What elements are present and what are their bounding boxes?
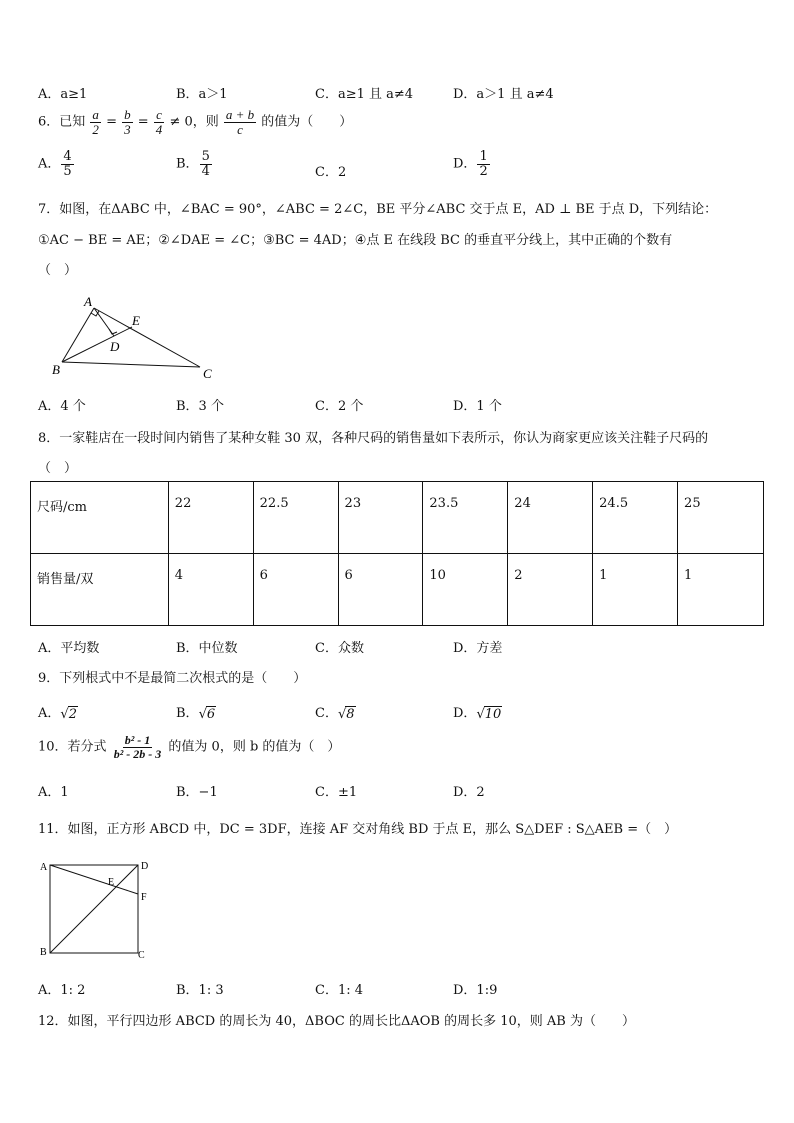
q10-option-c: C．±1 — [315, 785, 358, 800]
table-cell: 1 — [593, 554, 678, 626]
table-header-cell: 尺码/cm — [31, 482, 169, 554]
shoe-size-table — [30, 481, 764, 626]
q7-option-c: C．2 个 — [315, 399, 364, 414]
q6-option-c: C．2 — [315, 165, 347, 180]
q11-question: 11．如图，正方形 ABCD 中，DC = 3DF，连接 AF 交对角线 BD 于点 E，那么 S△DEF : S△AEB =（ ） — [38, 822, 678, 837]
table-row — [31, 554, 764, 626]
q7-stem-line1: 7．如图，在ΔABC 中，∠BAC = 90°，∠ABC = 2∠C，BE 平分∠ABC 交于点 E，AD ⊥ BE 于点 D，下列结论： — [38, 202, 718, 217]
table-cell: 6 — [253, 554, 338, 626]
table-cell: 4 — [168, 554, 253, 626]
right-angle-d — [109, 329, 117, 334]
q6-option-d: D． $\frac{1}{2}$ — [453, 149, 488, 179]
label-a: A — [40, 862, 48, 873]
q10-option-b: B．−1 — [176, 785, 218, 800]
q8-option-a: A．平均数 — [38, 641, 100, 656]
table-cell: 22 — [168, 482, 253, 554]
fraction-c-over-4: $\frac{c}{4}$ — [155, 107, 163, 137]
diagonal-bd — [50, 865, 138, 953]
q5-option-c: C．a≥1 且 a≠4 — [315, 87, 414, 102]
q8-option-d: D．方差 — [453, 641, 503, 656]
q10-option-a: A．1 — [38, 785, 69, 800]
sqrt-2: √2 — [60, 706, 77, 722]
label-e: E — [108, 877, 115, 888]
q8-stem-line1: 8．一家鞋店在一段时间内销售了某种女鞋 30 双，各种尺码的销售量如下表所示，你认为商家更应该关注鞋子尺码的 — [38, 431, 709, 446]
label-d: D — [110, 339, 120, 354]
label-c: C — [203, 366, 212, 381]
table-cell: 22.5 — [253, 482, 338, 554]
q11-square-figure — [38, 855, 158, 965]
q10-option-d: D．2 — [453, 785, 485, 800]
q9-option-b: B．√6 — [176, 706, 216, 722]
label-a: A — [84, 294, 92, 309]
label-f: F — [141, 892, 147, 903]
table-header-cell: 销售量/双 — [31, 554, 169, 626]
q8-option-b: B．中位数 — [176, 641, 238, 656]
q9-option-d: D．√10 — [453, 706, 502, 722]
fraction-a-over-2: $\frac{a}{2}$ — [92, 107, 99, 137]
sqrt-10: √10 — [476, 706, 502, 722]
q6-question: 6．已知 $\frac{a}{2}$ = $\frac{b}{3}$ = $\frac{c}{4}$ ≠ 0，则 $\frac{a + b}{c}$ 的值为（ ） — [38, 107, 353, 137]
q7-stem-line3: （ ） — [38, 263, 78, 278]
label-c: C — [138, 950, 145, 961]
table-row — [31, 482, 764, 554]
table-cell: 23.5 — [423, 482, 508, 554]
q7-option-b: B．3 个 — [176, 399, 224, 414]
q11-option-a: A．1: 2 — [38, 983, 86, 998]
q7-triangle-figure — [50, 290, 220, 385]
q8-option-c: C．众数 — [315, 641, 364, 656]
sqrt-8: √8 — [337, 706, 355, 722]
q7-option-a: A．4 个 — [38, 399, 86, 414]
q9-option-c: C．√8 — [315, 706, 355, 722]
q9-question: 9．下列根式中不是最简二次根式的是（ ） — [38, 671, 307, 686]
label-b: B — [40, 947, 47, 958]
table-cell: 23 — [338, 482, 423, 554]
q8-stem-line2: （ ） — [38, 461, 78, 476]
q10-question: 10．若分式 $\frac{\text{b² - 1}}{\text{b² - 2b - 3}}$ 的值为 0，则 b 的值为（ ） — [38, 733, 341, 761]
q6-option-b: B． $\frac{5}{4}$ — [176, 149, 210, 179]
q6-option-a: A． $\frac{4}{5}$ — [38, 149, 72, 179]
table-cell: 1 — [678, 554, 764, 626]
segment-af — [50, 865, 138, 894]
q9-option-a: A．√2 — [38, 706, 77, 722]
table-cell: 2 — [508, 554, 593, 626]
q11-option-b: B．1: 3 — [176, 983, 224, 998]
table-cell: 6 — [338, 554, 423, 626]
q11-option-c: C．1: 4 — [315, 983, 364, 998]
q5-option-d: D．a＞1 且 a≠4 — [453, 87, 554, 102]
table-cell: 24.5 — [593, 482, 678, 554]
fraction-b-over-3: $\frac{b}{3}$ — [124, 107, 131, 137]
side-bc — [62, 362, 200, 367]
label-d: D — [141, 861, 149, 872]
q7-option-d: D．1 个 — [453, 399, 502, 414]
table-cell: 25 — [678, 482, 764, 554]
label-e: E — [132, 313, 140, 328]
q11-option-d: D．1:9 — [453, 983, 498, 998]
q12-question: 12．如图，平行四边形 ABCD 的周长为 40，ΔBOC 的周长比ΔAOB 的周长多 10，则 AB 为（ ） — [38, 1014, 635, 1029]
label-b: B — [52, 362, 60, 377]
fraction-b2-minus-1: $\frac{\text{b² - 1}}{\text{b² - 2b - 3}}$ — [113, 733, 162, 761]
q7-stem-line2: ①AC − BE = AE；②∠DAE = ∠C；③BC = 4AD；④点 E 在线段 BC 的垂直平分线上，其中正确的个数有 — [38, 233, 673, 248]
q5-option-a: A．a≥1 — [38, 87, 88, 102]
table-cell: 10 — [423, 554, 508, 626]
q5-option-b: B．a＞1 — [176, 87, 228, 102]
table-cell: 24 — [508, 482, 593, 554]
fraction-a-plus-b-over-c: $\frac{a + b}{c}$ — [225, 107, 255, 137]
sqrt-6: √6 — [198, 706, 216, 722]
